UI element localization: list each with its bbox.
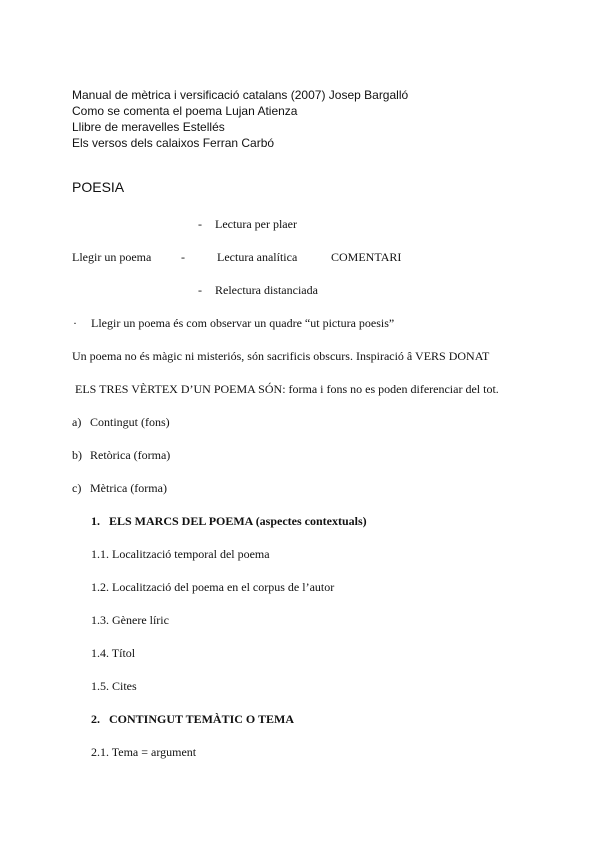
subsection-item: 1.3. Gènere líric — [91, 613, 169, 627]
list-item: Mètrica (forma) — [90, 481, 167, 495]
list-label: a) — [72, 415, 82, 429]
reading-type: Lectura per plaer — [215, 217, 297, 231]
reference-line: Manual de mètrica i versificació catalans (2007) Josep Bargalló — [72, 88, 409, 102]
comment-label: COMENTARI — [331, 250, 402, 264]
list-item: Contingut (fons) — [90, 415, 170, 429]
reading-type: Lectura analítica — [217, 250, 298, 264]
reading-type: Relectura distanciada — [215, 283, 318, 297]
subsection-item: 1.1. Localització temporal del poema — [91, 547, 270, 561]
section-title: CONTINGUT TEMÀTIC O TEMA — [109, 712, 295, 726]
subsection-item: 2.1. Tema = argument — [91, 745, 197, 759]
dash-marker: - — [198, 217, 202, 231]
dash-marker: - — [181, 250, 185, 264]
paragraph: ELS TRES VÈRTEX D’UN POEMA SÓN: forma i fons no es poden diferenciar del tot. — [72, 382, 499, 396]
dash-marker: - — [198, 283, 202, 297]
paragraph: Un poema no és màgic ni misteriós, són sacrificis obscurs. Inspiració â VERS DONAT — [72, 349, 490, 363]
subsection-item: 1.2. Localització del poema en el corpus de l’autor — [91, 580, 335, 594]
bullet-mark: · — [73, 316, 77, 330]
reading-lead: Llegir un poema — [72, 250, 152, 264]
reference-line: Els versos dels calaixos Ferran Carbó — [72, 136, 275, 150]
section-title: ELS MARCS DEL POEMA (aspectes contextuals) — [109, 514, 367, 528]
list-label: b) — [72, 448, 82, 462]
section-number: 1. — [91, 514, 100, 528]
subsection-item: 1.5. Cites — [91, 679, 137, 693]
reference-line: Como se comenta el poema Lujan Atienza — [72, 104, 298, 118]
list-label: c) — [72, 481, 82, 495]
reference-line: Llibre de meravelles Estellés — [72, 120, 225, 134]
section-heading: POESIA — [72, 179, 125, 195]
list-item: Retòrica (forma) — [90, 448, 171, 462]
section-number: 2. — [91, 712, 100, 726]
bullet-text: Llegir un poema és com observar un quadre “ut pictura poesis” — [91, 316, 395, 330]
subsection-item: 1.4. Títol — [91, 646, 136, 660]
